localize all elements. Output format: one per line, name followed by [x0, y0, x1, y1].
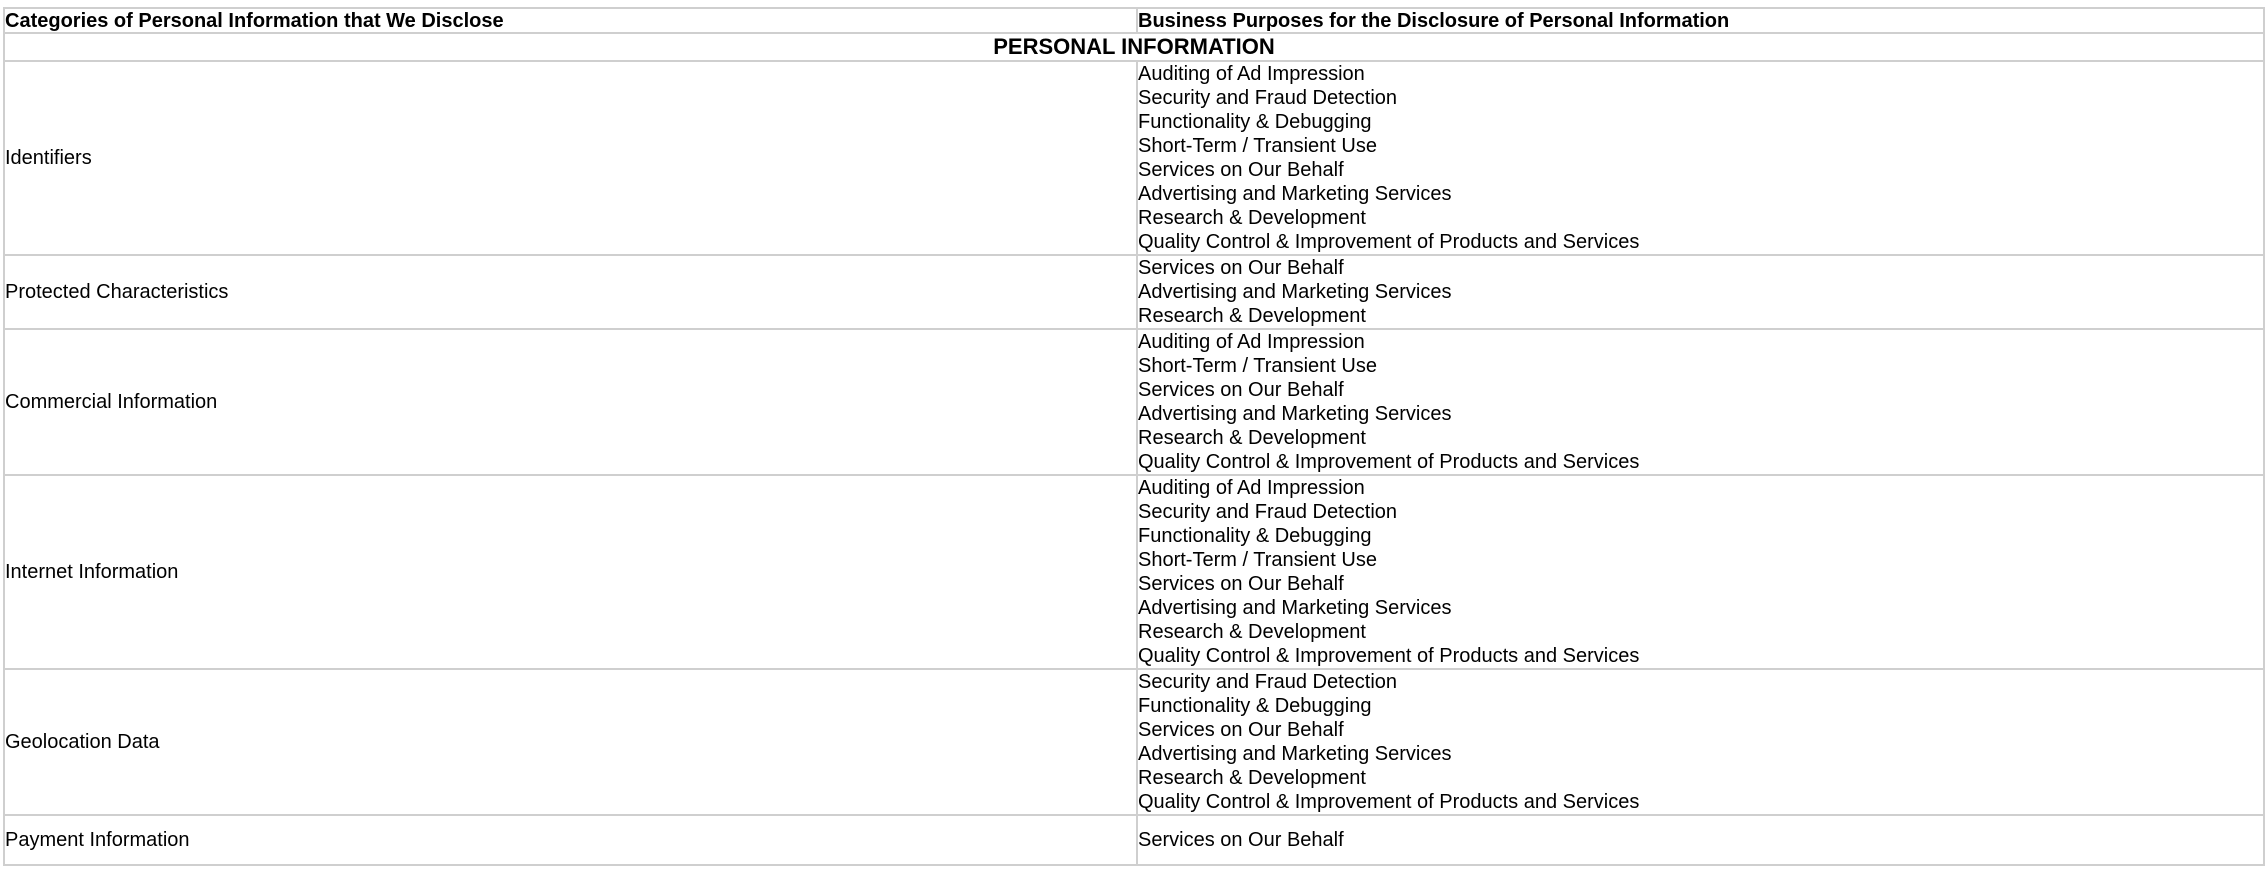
purpose-item: Quality Control & Improvement of Products and Services	[1138, 231, 1640, 253]
table-row	[4, 255, 2264, 329]
category-cell: Payment Information	[4, 815, 1137, 865]
purpose-item: Advertising and Marketing Services	[1138, 743, 1452, 765]
purpose-item: Research & Development	[1138, 767, 1366, 789]
purpose-item: Advertising and Marketing Services	[1138, 403, 1452, 425]
category-cell: Protected Characteristics	[4, 255, 1137, 329]
category-cell: Geolocation Data	[4, 669, 1137, 815]
table-row	[4, 669, 2264, 815]
header-categories: Categories of Personal Information that We Disclose	[4, 8, 1137, 33]
purpose-item: Short-Term / Transient Use	[1138, 549, 1377, 571]
purpose-item: Security and Fraud Detection	[1138, 87, 1398, 109]
purpose-item: Quality Control & Improvement of Products and Services	[1138, 645, 1640, 667]
purpose-item: Short-Term / Transient Use	[1138, 355, 1377, 377]
section-row	[4, 33, 2264, 61]
purposes-cell	[1137, 815, 2264, 865]
purposes-cell	[1137, 255, 2264, 329]
purposes-cell	[1137, 475, 2264, 669]
purpose-item: Advertising and Marketing Services	[1138, 597, 1452, 619]
purpose-item: Functionality & Debugging	[1138, 111, 1372, 133]
purpose-item: Services on Our Behalf	[1138, 719, 1344, 741]
purpose-item: Services on Our Behalf	[1138, 829, 1344, 851]
purpose-item: Services on Our Behalf	[1138, 159, 1344, 181]
purpose-item: Research & Development	[1138, 305, 1366, 327]
table-row	[4, 329, 2264, 475]
purpose-item: Advertising and Marketing Services	[1138, 281, 1452, 303]
purpose-item: Services on Our Behalf	[1138, 379, 1344, 401]
purpose-item: Services on Our Behalf	[1138, 257, 1344, 279]
purpose-item: Quality Control & Improvement of Products and Services	[1138, 791, 1640, 813]
purposes-cell	[1137, 329, 2264, 475]
disclosure-table	[3, 7, 2265, 866]
purposes-cell	[1137, 61, 2264, 255]
category-cell: Commercial Information	[4, 329, 1137, 475]
purpose-item: Research & Development	[1138, 207, 1366, 229]
table-row	[4, 815, 2264, 865]
table-row	[4, 475, 2264, 669]
purpose-item: Security and Fraud Detection	[1138, 671, 1398, 693]
purpose-item: Auditing of Ad Impression	[1138, 477, 1365, 499]
purpose-item: Research & Development	[1138, 427, 1366, 449]
header-business-purposes: Business Purposes for the Disclosure of Personal Information	[1137, 8, 2264, 33]
purpose-item: Auditing of Ad Impression	[1138, 63, 1365, 85]
purposes-cell	[1137, 669, 2264, 815]
purpose-item: Functionality & Debugging	[1138, 695, 1372, 717]
section-title: PERSONAL INFORMATION	[4, 33, 2264, 61]
table-row	[4, 61, 2264, 255]
purpose-item: Research & Development	[1138, 621, 1366, 643]
category-cell: Internet Information	[4, 475, 1137, 669]
purpose-item: Quality Control & Improvement of Products and Services	[1138, 451, 1640, 473]
purpose-item: Functionality & Debugging	[1138, 525, 1372, 547]
purpose-item: Security and Fraud Detection	[1138, 501, 1398, 523]
purpose-item: Short-Term / Transient Use	[1138, 135, 1377, 157]
purpose-item: Auditing of Ad Impression	[1138, 331, 1365, 353]
header-row	[4, 8, 2264, 33]
purpose-item: Services on Our Behalf	[1138, 573, 1344, 595]
category-cell: Identifiers	[4, 61, 1137, 255]
purpose-item: Advertising and Marketing Services	[1138, 183, 1452, 205]
